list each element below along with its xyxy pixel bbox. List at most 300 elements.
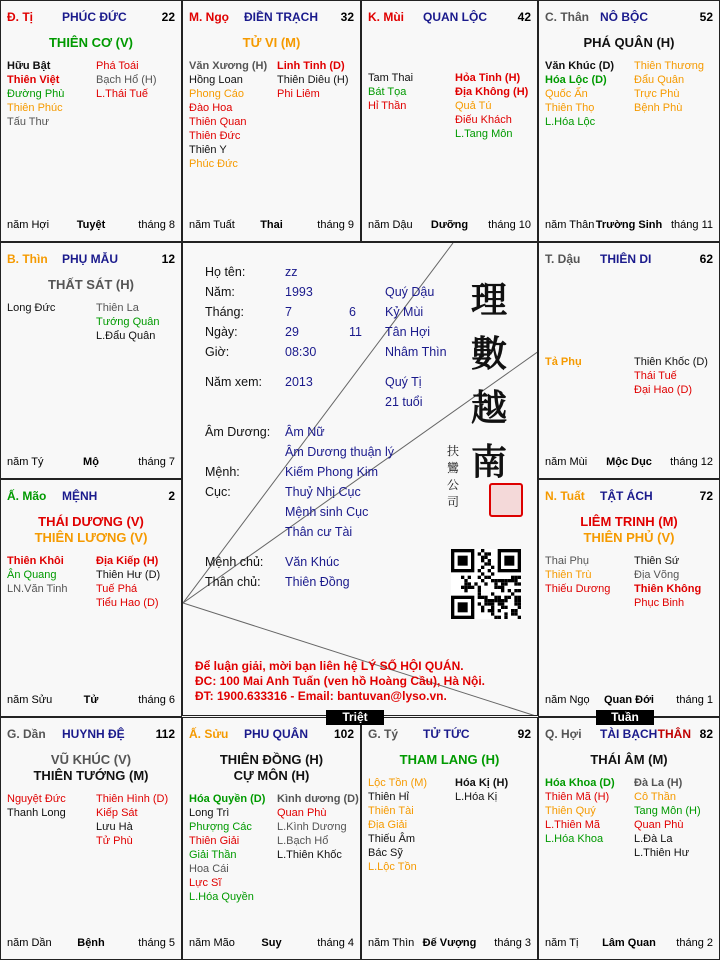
stage-label: Đế Vượng <box>422 937 477 949</box>
thang-duong: 7 <box>285 305 292 319</box>
stage-label: Quan Đới <box>604 694 654 706</box>
palace-footer <box>545 456 713 470</box>
star-item: Hóa Khoa (D) <box>545 777 615 789</box>
star-item <box>545 327 582 341</box>
palace-footer <box>545 694 713 708</box>
star-item: Thiên Hỉ <box>368 791 409 803</box>
star-item: Địa Kiếp (H) <box>96 555 159 567</box>
star-item: Quan Phù <box>277 807 327 819</box>
left-stars <box>189 59 267 171</box>
month-label: tháng 2 <box>676 937 713 949</box>
main-star: THÁI ÂM (M) <box>590 752 668 767</box>
year-label: năm Tý <box>7 456 44 468</box>
palace-name: PHỤ MẪU <box>62 252 118 266</box>
palace-number: 22 <box>161 10 175 24</box>
star-item: L.Thiên Khốc <box>277 849 342 861</box>
thang-can-chi: Kỷ Mùi <box>385 305 424 319</box>
right-stars <box>455 776 508 804</box>
stage-label: Bệnh <box>77 937 105 949</box>
star-item: Lực Sĩ <box>189 877 222 889</box>
star-item: Thiên Giải <box>189 835 240 847</box>
than-marker: THÂN <box>657 727 691 741</box>
stage-label: Mộ <box>83 456 99 468</box>
star-item: Đường Phù <box>7 88 65 100</box>
contact-line-1: Để luận giải, mời bạn liên hệ LÝ SỐ HỘI QUÁN. <box>195 659 464 673</box>
stage-label: Tuyệt <box>76 219 106 231</box>
gio-can-chi: Nhâm Thìn <box>385 345 447 359</box>
palace-header <box>368 727 531 743</box>
star-item: Thiên Việt <box>7 74 60 86</box>
star-item <box>634 341 708 355</box>
palace-name: NÔ BỘC <box>600 10 648 24</box>
main-stars <box>1 752 181 784</box>
calligraphy-logo <box>469 273 509 489</box>
than-chu-label: Thân chủ: <box>205 575 261 589</box>
star-item: Thiên Trù <box>545 569 592 581</box>
star-item: Linh Tinh (D) <box>277 60 345 72</box>
palace-branch: T. Dậu <box>545 252 581 266</box>
palace-cell-than[interactable] <box>538 0 720 242</box>
palace-footer <box>368 937 531 951</box>
menh-chu-label: Mệnh chủ: <box>205 555 264 569</box>
star-item <box>545 313 582 327</box>
right-stars <box>96 59 157 101</box>
left-stars <box>545 776 615 846</box>
star-item: L.Thiên Hư <box>634 847 690 859</box>
star-item: L.Lộc Tồn <box>368 861 417 873</box>
star-item: Thiên Quan <box>189 116 247 128</box>
star-item: Tử Phù <box>96 835 133 847</box>
star-item: Lộc Tồn (M) <box>368 777 428 789</box>
left-stars <box>7 301 55 315</box>
palace-cell-tuat[interactable] <box>538 479 720 717</box>
right-stars <box>277 792 359 862</box>
than-chu-value: Thiên Đồng <box>285 575 350 589</box>
stage-label: Thai <box>260 219 283 231</box>
year-label: năm Sửu <box>7 694 53 706</box>
star-item: Thiên Không <box>634 583 702 595</box>
star-item: Tang Môn (H) <box>634 805 701 817</box>
star-item: Thiên Hư (D) <box>96 569 161 581</box>
star-item: Bát Tọa <box>368 86 407 98</box>
star-item: Kiếp Sát <box>96 807 138 819</box>
palace-branch: Ấ. Sửu <box>189 727 229 741</box>
star-item: Văn Khúc (D) <box>545 60 615 72</box>
star-item: Thiên Hình (D) <box>96 793 169 805</box>
star-item: Bạch Hổ (H) <box>96 74 157 86</box>
palace-cell-hoi[interactable] <box>538 717 720 960</box>
star-item <box>634 327 708 341</box>
palace-branch: C. Thân <box>545 10 589 24</box>
star-item: Thiên Y <box>189 144 227 156</box>
gio-value: 08:30 <box>285 345 317 359</box>
year-label: năm Thân <box>545 219 595 231</box>
main-stars <box>183 752 360 784</box>
palace-header <box>545 252 713 268</box>
star-item: Thiên Đức <box>189 130 241 142</box>
menh-chu-value: Văn Khúc <box>285 555 340 569</box>
right-stars <box>455 71 528 141</box>
palace-number: 72 <box>699 489 713 503</box>
main-star: THIÊN ĐỒNG (H) <box>219 752 324 767</box>
palace-branch: M. Ngọ <box>189 10 229 24</box>
palace-footer <box>545 219 713 233</box>
star-item: Hóa Kị (H) <box>455 777 509 789</box>
palace-branch: B. Thìn <box>7 252 48 266</box>
palace-cell-mao[interactable] <box>0 479 182 717</box>
palace-header <box>7 10 175 26</box>
calligraphy-char-3: 越 <box>470 387 507 429</box>
main-stars <box>539 752 719 768</box>
palace-footer <box>7 937 175 951</box>
star-item: Hỉ Thần <box>368 100 407 112</box>
nam-xem-value: 2013 <box>285 375 313 389</box>
palace-cell-dan[interactable] <box>0 717 182 960</box>
month-label: tháng 1 <box>676 694 713 706</box>
palace-header <box>545 489 713 505</box>
am-duong-value: Âm Nữ <box>285 425 325 439</box>
month-label: tháng 8 <box>138 219 175 231</box>
right-stars <box>634 776 701 860</box>
palace-branch: Đ. Tị <box>7 10 33 24</box>
palace-header <box>545 10 713 26</box>
month-label: tháng 7 <box>138 456 175 468</box>
star-item: L.Hóa Lộc <box>545 116 596 128</box>
palace-name: TÀI BẠCH <box>600 727 658 741</box>
star-item: Hóa Lộc (D) <box>545 74 607 86</box>
palace-number: 62 <box>699 252 713 266</box>
palace-number: 92 <box>517 727 531 741</box>
palace-cell-ngo[interactable] <box>182 0 361 242</box>
month-label: tháng 4 <box>317 937 354 949</box>
nam-xem-label: Năm xem: <box>205 375 262 389</box>
main-star: LIÊM TRINH (M) <box>580 514 678 529</box>
palace-name: THIÊN DI <box>600 252 652 266</box>
star-item: Thiếu Âm <box>368 833 416 845</box>
star-item: L.Tang Môn <box>455 128 513 140</box>
am-duong-thuan-ly: Âm Dương thuận lý <box>285 445 394 459</box>
qr-code-icon[interactable] <box>451 549 521 619</box>
palace-footer <box>368 219 531 233</box>
palace-cell-ty[interactable] <box>361 717 538 960</box>
month-label: tháng 10 <box>488 219 531 231</box>
star-item <box>545 341 582 355</box>
star-item: Phá Toái <box>96 60 139 72</box>
star-item: Quả Tú <box>455 100 492 112</box>
star-item: Thiên Tài <box>368 805 414 817</box>
palace-header <box>368 10 531 26</box>
right-stars <box>634 554 701 610</box>
star-item: Thai Phụ <box>545 555 590 567</box>
palace-name: HUYNH ĐỆ <box>62 727 125 741</box>
star-item: Bác Sỹ <box>368 847 403 859</box>
ngay-am: 11 <box>349 325 362 339</box>
star-item: L.Bạch Hổ <box>277 835 329 847</box>
nam-label: Năm: <box>205 285 235 299</box>
am-duong-label: Âm Dương: <box>205 425 271 439</box>
palace-header <box>545 727 713 743</box>
year-label: năm Ngọ <box>545 694 590 706</box>
ho-ten-value: zz <box>285 265 298 279</box>
star-item: Địa Võng <box>634 569 680 581</box>
stage-label: Trường Sinh <box>595 219 663 231</box>
star-item: Tuế Phá <box>96 583 138 595</box>
palace-footer <box>545 937 713 951</box>
left-stars <box>545 554 610 596</box>
palace-header <box>7 727 175 743</box>
palace-footer <box>7 694 175 708</box>
star-item: Kình dương (D) <box>277 793 359 805</box>
star-item: Phong Cáo <box>189 88 245 100</box>
than-cu-tai: Thân cư Tài <box>285 525 353 539</box>
left-stars <box>368 776 427 874</box>
palace-number: 2 <box>168 489 175 503</box>
star-item: Hữu Bật <box>7 60 51 72</box>
palace-cell-mui[interactable] <box>361 0 538 242</box>
main-star: THIÊN PHỦ (V) <box>583 530 675 545</box>
star-item: Thiên Thọ <box>545 102 595 114</box>
star-item: Phúc Đức <box>189 158 238 170</box>
main-stars <box>539 514 719 546</box>
nam-value: 1993 <box>285 285 313 299</box>
month-label: tháng 12 <box>670 456 713 468</box>
palace-number: 52 <box>699 10 713 24</box>
main-star: TỬ VI (M) <box>242 35 301 50</box>
left-stars <box>545 313 582 369</box>
palace-footer <box>7 456 175 470</box>
palace-number: 42 <box>517 10 531 24</box>
star-item: Tấu Thư <box>7 116 50 128</box>
star-item: Phi Liêm <box>277 88 320 100</box>
right-stars <box>96 301 160 343</box>
star-item: Long Trì <box>189 807 230 819</box>
star-item: Phượng Các <box>189 821 252 833</box>
contact-address: ĐC: 100 Mai Anh Tuấn (ven hồ Hoàng Cầu), Hà Nội. <box>195 674 486 688</box>
palace-branch: G. Tý <box>368 727 399 741</box>
left-stars <box>7 792 66 820</box>
palace-number: 12 <box>161 252 175 266</box>
cuc-value: Thuỷ Nhị Cục <box>285 485 361 499</box>
month-label: tháng 3 <box>494 937 531 949</box>
year-label: năm Tị <box>545 937 579 949</box>
main-star: THẤT SÁT (H) <box>48 277 134 292</box>
cuc-label: Cục: <box>205 485 231 499</box>
stage-label: Suy <box>261 937 282 949</box>
star-item: LN.Văn Tinh <box>7 583 68 595</box>
star-item: Quan Phù <box>634 819 684 831</box>
year-label: năm Hợi <box>7 219 50 231</box>
star-item: Văn Xương (H) <box>189 60 268 72</box>
star-item: Hồng Loan <box>189 74 243 86</box>
calligraphy-char-4: 南 <box>470 441 507 483</box>
palace-branch: G. Dần <box>7 727 46 741</box>
palace-number: 82 <box>699 727 713 741</box>
star-item: Hóa Quyền (D) <box>189 793 266 805</box>
stage-label: Mộc Dục <box>606 456 652 468</box>
ngay-duong: 29 <box>285 325 299 339</box>
star-item: Cô Thần <box>634 791 676 803</box>
year-label: năm Mùi <box>545 456 588 468</box>
star-item: L.Hóa Khoa <box>545 833 604 845</box>
left-stars <box>545 59 614 129</box>
right-stars <box>96 554 160 610</box>
year-label: năm Dần <box>7 937 52 949</box>
palace-name: TẬT ÁCH <box>600 489 653 503</box>
ngay-label: Ngày: <box>205 325 238 339</box>
tuan-tag: Tuần <box>596 710 654 725</box>
star-item: Địa Giải <box>368 819 408 831</box>
star-item <box>634 313 708 327</box>
palace-header <box>7 489 175 505</box>
thang-label: Tháng: <box>205 305 244 319</box>
palace-branch: K. Mùi <box>368 10 404 24</box>
stage-label: Tử <box>83 694 99 706</box>
star-item: Ân Quang <box>7 569 57 581</box>
star-item: Đào Hoa <box>189 102 233 114</box>
main-star: THIÊN LƯƠNG (V) <box>34 530 148 545</box>
year-label: năm Thìn <box>368 937 415 949</box>
star-item: L.Hóa Quyền <box>189 891 254 903</box>
main-star: THIÊN CƠ (V) <box>48 35 134 50</box>
stage-label: Lâm Quan <box>602 937 656 949</box>
month-label: tháng 9 <box>317 219 354 231</box>
star-item: Đà La (H) <box>634 777 683 789</box>
red-seal-stamp-icon <box>489 483 523 517</box>
main-stars <box>1 277 181 293</box>
star-item: Tiểu Hao (D) <box>96 597 159 609</box>
star-item: Tả Phụ <box>545 356 582 368</box>
menh-label: Mệnh: <box>205 465 240 479</box>
main-stars <box>362 752 537 768</box>
palace-footer <box>189 219 354 233</box>
star-item: Long Đức <box>7 302 56 314</box>
calligraphy-char-1: 理 <box>470 279 507 321</box>
palace-name: QUAN LỘC <box>423 10 487 24</box>
palace-name: ĐIỀN TRẠCH <box>244 10 318 24</box>
star-item: Bệnh Phù <box>634 102 683 114</box>
palace-branch: N. Tuất <box>545 489 585 503</box>
star-item: Thiên Phúc <box>7 102 63 114</box>
palace-number: 32 <box>340 10 354 24</box>
ngay-can-chi: Tân Hợi <box>385 325 431 339</box>
main-star: THÁI DƯƠNG (V) <box>38 514 144 529</box>
right-stars <box>634 59 704 115</box>
palace-cell-ti[interactable] <box>0 0 182 242</box>
thang-am: 6 <box>349 305 356 319</box>
calligraphy-char-2: 數 <box>470 333 507 375</box>
star-item: Thái Tuế <box>634 370 677 382</box>
tuoi-value: 21 tuổi <box>385 395 423 409</box>
palace-cell-suu[interactable] <box>182 717 361 960</box>
stage-label: Dưỡng <box>430 219 469 231</box>
star-item: Đẩu Quân <box>634 74 685 86</box>
star-item: Thiên La <box>96 302 139 314</box>
main-star: PHÁ QUÂN (H) <box>583 35 675 50</box>
palace-name: PHU QUÂN <box>244 727 309 741</box>
star-item: Quốc Ấn <box>545 88 588 100</box>
star-item: Thiên Thương <box>634 60 705 72</box>
star-item: Giải Thần <box>189 849 237 861</box>
star-item: L.Kình Dương <box>277 821 347 833</box>
menh-value: Kiếm Phong Kim <box>285 465 379 479</box>
right-stars <box>634 313 708 397</box>
star-item: Thiên Khôi <box>7 555 64 567</box>
palace-name: MỆNH <box>62 489 98 503</box>
gio-label: Giờ: <box>205 345 230 359</box>
main-star: THAM LANG (H) <box>399 752 500 767</box>
palace-branch: Ấ. Mão <box>7 489 47 503</box>
palace-footer <box>7 219 175 233</box>
star-item: Đại Hao (D) <box>634 384 693 396</box>
main-star: THIÊN TƯỚNG (M) <box>33 768 149 783</box>
star-item: L.Thái Tuế <box>96 88 148 100</box>
star-item: L.Đà La <box>634 833 673 845</box>
left-stars <box>368 71 413 113</box>
contact-phone-email[interactable]: ĐT: 1900.633316 - Email: bantuvan@lyso.vn. <box>195 689 447 703</box>
star-item: Thiên Khốc (D) <box>634 356 708 368</box>
palace-header <box>7 252 175 268</box>
main-star: CỰ MÔN (H) <box>233 768 310 783</box>
palace-footer <box>189 937 354 951</box>
star-item: L.Thiên Mã <box>545 819 601 831</box>
ho-ten-label: Họ tên: <box>205 265 246 279</box>
palace-number: 102 <box>333 727 354 741</box>
star-item: Hỏa Tinh (H) <box>455 72 521 84</box>
palace-header <box>189 727 354 743</box>
month-label: tháng 6 <box>138 694 175 706</box>
star-item: Thiên Mã (H) <box>545 791 610 803</box>
star-item: Thiên Quý <box>545 805 596 817</box>
star-item: Thiên Sứ <box>634 555 680 567</box>
year-label: năm Dậu <box>368 219 413 231</box>
right-stars <box>277 59 349 101</box>
calligraphy-subtext: 扶鸞公司 <box>447 444 460 509</box>
main-stars <box>1 35 181 51</box>
star-item: L.Đẩu Quân <box>96 330 156 342</box>
star-item: Thiếu Dương <box>545 583 611 595</box>
triet-tag: Triệt <box>326 710 384 725</box>
month-label: tháng 5 <box>138 937 175 949</box>
menh-sinh-cuc: Mệnh sinh Cục <box>285 505 369 519</box>
left-stars <box>189 792 265 904</box>
right-stars <box>96 792 168 848</box>
star-item: Nguyệt Đức <box>7 793 66 805</box>
star-item: Tam Thai <box>368 72 414 84</box>
star-item: Hoa Cái <box>189 863 229 875</box>
nam-xem-can-chi: Quý Tị <box>385 375 422 389</box>
main-stars <box>1 514 181 546</box>
palace-number: 112 <box>155 727 175 741</box>
left-stars <box>7 554 68 596</box>
palace-cell-thin[interactable] <box>0 242 182 479</box>
nam-can-chi: Quý Dậu <box>385 285 435 299</box>
star-item: L.Hóa Kị <box>455 791 498 803</box>
palace-cell-dau[interactable] <box>538 242 720 479</box>
left-stars <box>7 59 64 129</box>
contact-info <box>195 659 535 704</box>
main-stars <box>539 35 719 51</box>
month-label: tháng 11 <box>670 219 713 231</box>
palace-name: TỬ TỨC <box>423 727 470 741</box>
star-item: Lưu Hà <box>96 821 133 833</box>
main-stars <box>183 35 360 51</box>
star-item: Địa Không (H) <box>455 86 529 98</box>
palace-branch: Q. Hợi <box>545 727 582 741</box>
star-item: Phục Binh <box>634 597 685 609</box>
star-item: Điếu Khách <box>455 114 512 126</box>
center-info-panel <box>182 242 538 716</box>
main-star: VŨ KHÚC (V) <box>50 752 132 767</box>
